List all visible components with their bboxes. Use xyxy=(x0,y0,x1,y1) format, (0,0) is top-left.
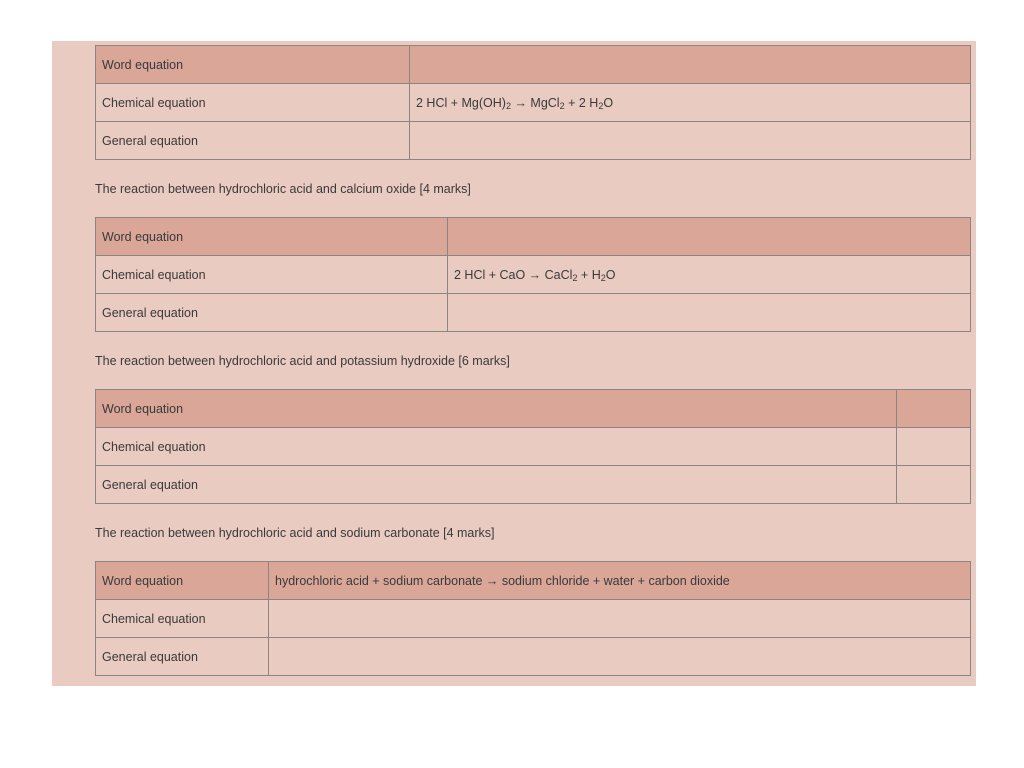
general-equation-cell[interactable] xyxy=(410,122,971,160)
word-equation-row xyxy=(96,218,971,256)
general-equation-label: General equation xyxy=(96,122,410,160)
chemical-equation-cell[interactable]: 2 HCl + $Mg(OH)_2$ → MgCl$_2$ + 2 $H_2O$ xyxy=(410,84,971,122)
equation-table-potassium-hydroxide xyxy=(95,389,971,504)
word-equation-cell[interactable] xyxy=(897,390,971,428)
general-equation-cell[interactable] xyxy=(448,294,971,332)
word-equation-row xyxy=(96,390,971,428)
general-equation-row xyxy=(96,638,971,676)
chemical-equation-label: Chemical equation xyxy=(96,84,410,122)
equation-table-magnesium-hydroxide xyxy=(95,45,971,160)
word-equation-cell[interactable]: hydrochloric acid + sodium carbonate → sodium chloride + water + carbon dioxide xyxy=(269,562,971,600)
word-equation-row xyxy=(96,46,971,84)
chemical-equation-label: Chemical equation xyxy=(96,428,897,466)
general-equation-label: General equation xyxy=(96,294,448,332)
word-equation-cell[interactable] xyxy=(448,218,971,256)
word-equation-label: Word equation xyxy=(96,390,897,428)
question-caption-sodium-carbonate: The reaction between hydrochloric acid and sodium carbonate [4 marks] xyxy=(95,526,495,540)
word-equation-label: Word equation xyxy=(96,562,269,600)
equation-table-calcium-oxide xyxy=(95,217,971,332)
question-caption-calcium-oxide: The reaction between hydrochloric acid and calcium oxide [4 marks] xyxy=(95,182,471,196)
chemical-equation-row xyxy=(96,600,971,638)
word-equation-label: Word equation xyxy=(96,46,410,84)
general-equation-cell[interactable] xyxy=(897,466,971,504)
word-equation-row xyxy=(96,562,971,600)
general-equation-cell[interactable] xyxy=(269,638,971,676)
chemical-equation-row xyxy=(96,84,971,122)
general-equation-row xyxy=(96,294,971,332)
chemical-equation-cell[interactable] xyxy=(269,600,971,638)
general-equation-row xyxy=(96,122,971,160)
chemical-equation-row xyxy=(96,256,971,294)
word-equation-label: Word equation xyxy=(96,218,448,256)
word-equation-cell[interactable] xyxy=(410,46,971,84)
worksheet-panel xyxy=(52,41,976,686)
chemical-equation-row xyxy=(96,428,971,466)
equation-table-sodium-carbonate xyxy=(95,561,971,676)
chemical-equation-cell[interactable] xyxy=(897,428,971,466)
question-caption-potassium-hydroxide: The reaction between hydrochloric acid and potassium hydroxide [6 marks] xyxy=(95,354,510,368)
general-equation-label: General equation xyxy=(96,466,897,504)
general-equation-row xyxy=(96,466,971,504)
general-equation-label: General equation xyxy=(96,638,269,676)
chemical-equation-label: Chemical equation xyxy=(96,256,448,294)
chemical-equation-cell[interactable]: 2 HCl + CaO → CaCl$_2$ + $H_2O$ xyxy=(448,256,971,294)
chemical-equation-label: Chemical equation xyxy=(96,600,269,638)
